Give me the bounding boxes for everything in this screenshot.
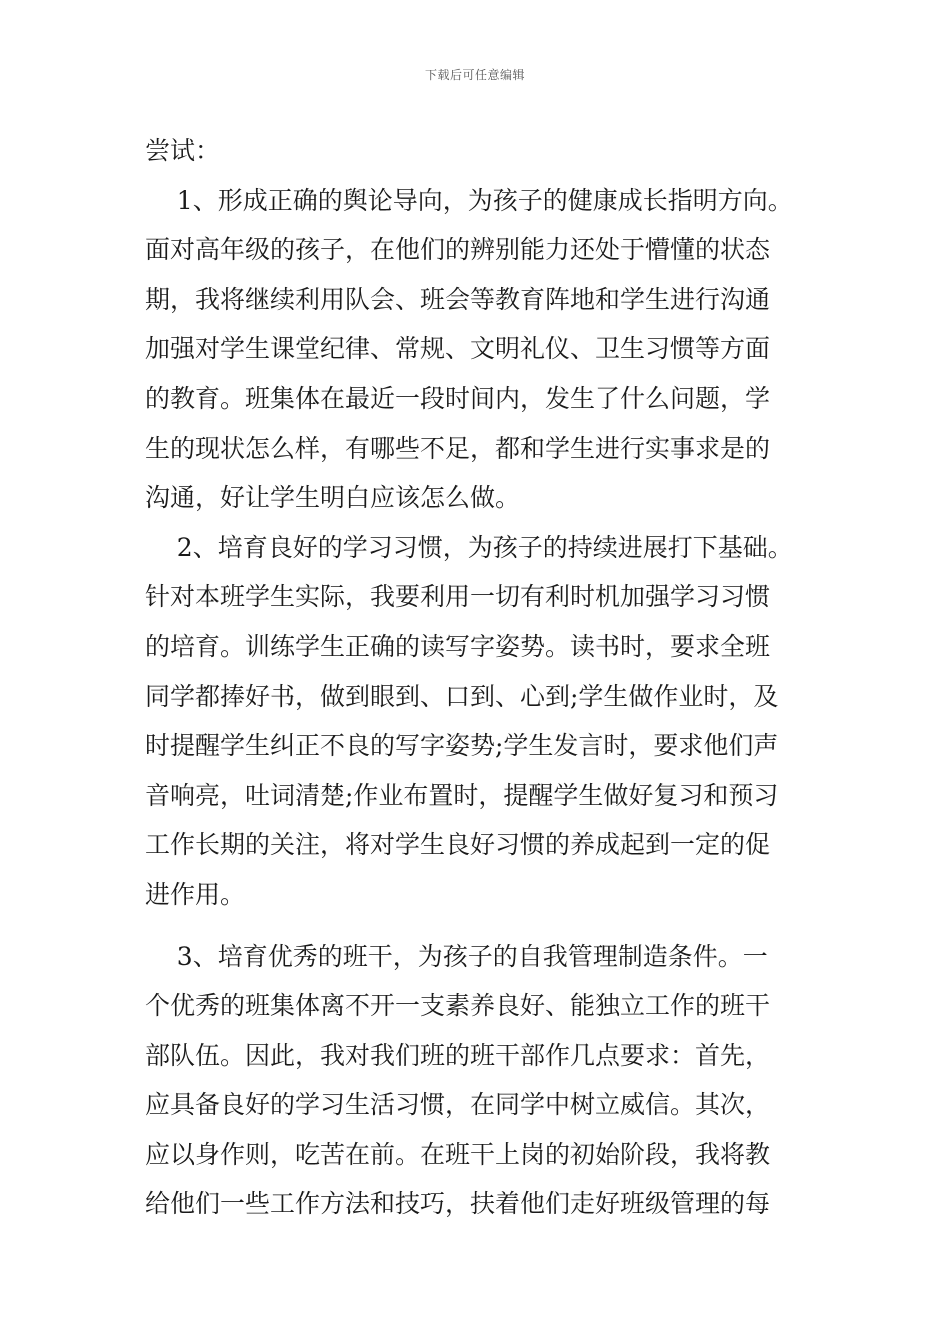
text-line: 针对本班学生实际，我要利用一切有利时机加强学习习惯: [145, 582, 771, 612]
text-line: 沟通，好让学生明白应该怎么做。: [145, 483, 521, 513]
text-line: 应具备良好的学习生活习惯，在同学中树立威信。其次，: [145, 1090, 771, 1120]
text-line: 尝试：: [145, 136, 221, 165]
paragraph-gap: [145, 920, 825, 932]
text-line: 同学都捧好书，做到眼到、口到、心到;学生做作业时，及: [145, 681, 779, 711]
text-line: 1、形成正确的舆论导向，为孩子的健康成长指明方向。: [145, 185, 793, 215]
text-line: 进作用。: [145, 879, 246, 909]
text-line: 3、培育优秀的班干，为孩子的自我管理制造条件。一: [145, 941, 768, 971]
text-line: 面对高年级的孩子，在他们的辨别能力还处于懵懂的状态: [145, 235, 771, 265]
text-line: 给他们一些工作方法和技巧，扶着他们走好班级管理的每: [145, 1189, 771, 1219]
document-body: [145, 126, 825, 1229]
text-line: 期，我将继续利用队会、班会等教育阵地和学生进行沟通: [145, 284, 771, 314]
text-line: 加强对学生课堂纪律、常规、文明礼仪、卫生习惯等方面: [145, 334, 771, 364]
text-line: 工作长期的关注，将对学生良好习惯的养成起到一定的促: [145, 830, 771, 860]
page-header: 下载后可任意编辑: [424, 68, 525, 82]
text-line: 的教育。班集体在最近一段时间内，发生了什么问题，学: [145, 383, 771, 413]
text-line: 音响亮，吐词清楚;作业布置时，提醒学生做好复习和预习: [145, 780, 779, 810]
text-line: 2、培育良好的学习习惯，为孩子的持续进展打下基础。: [145, 532, 793, 562]
text-line: 应以身作则，吃苦在前。在班干上岗的初始阶段，我将教: [145, 1139, 771, 1169]
text-line: 的培育。训练学生正确的读写字姿势。读书时，要求全班: [145, 631, 771, 661]
text-line: 个优秀的班集体离不开一支素养良好、能独立工作的班干: [145, 991, 771, 1021]
text-line: 生的现状怎么样，有哪些不足，都和学生进行实事求是的: [145, 433, 771, 463]
text-line: 部队伍。因此，我对我们班的班干部作几点要求：首先，: [145, 1040, 771, 1070]
text-line: 时提醒学生纠正不良的写字姿势;学生发言时，要求他们声: [145, 731, 779, 761]
